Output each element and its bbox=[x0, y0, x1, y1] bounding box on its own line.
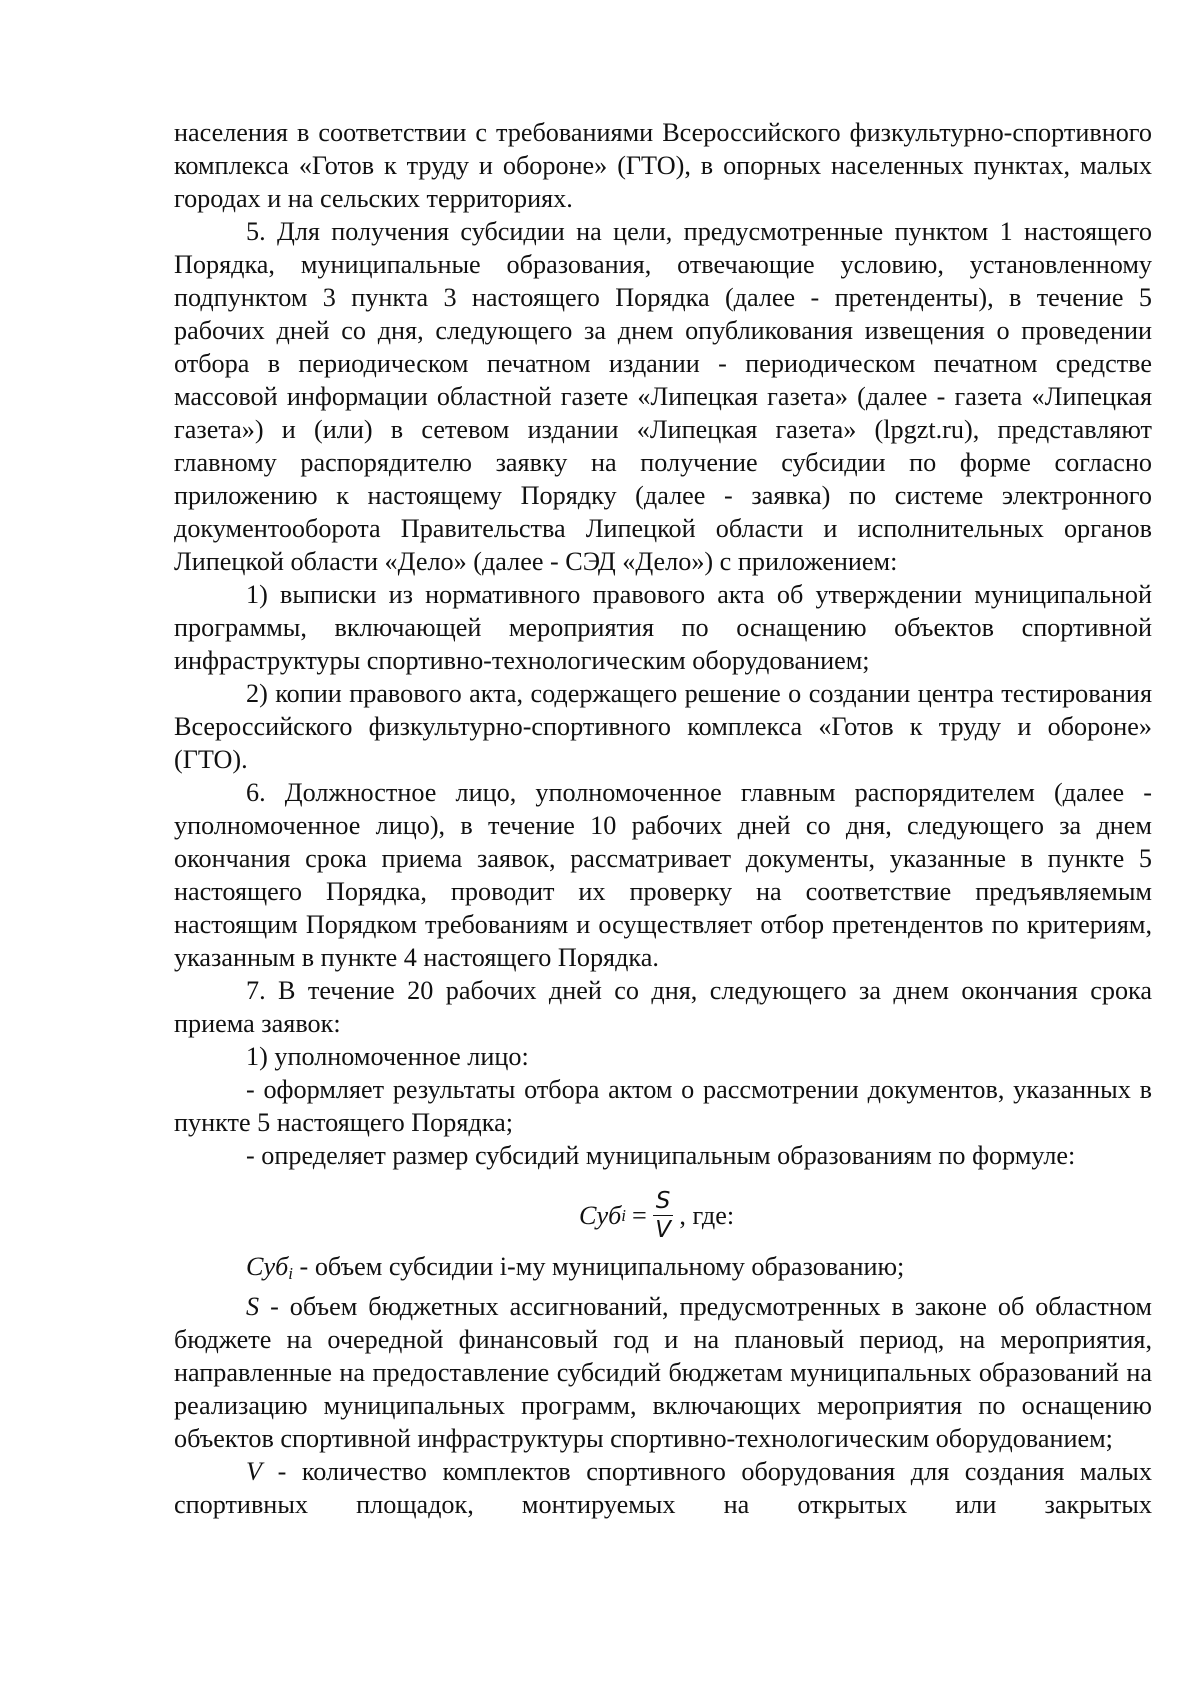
definition-v bbox=[174, 1455, 1152, 1521]
paragraph-bullet-act: - оформляет результаты отбора актом о рассмотрении документов, указанных в пункте 5 настоящего Порядка; bbox=[174, 1075, 1152, 1137]
formula-expression bbox=[579, 1180, 734, 1250]
definition-text: - количество комплектов спортивного оборудования для создания малых спортивных площадок, монтируемых на открытых или закрытых bbox=[174, 1457, 1152, 1519]
definition-symbol: S bbox=[246, 1292, 260, 1321]
paragraph-bullet-formula-intro: - определяет размер субсидий муниципальным образованиям по формуле: bbox=[246, 1141, 1076, 1170]
formula-equals: = bbox=[632, 1200, 647, 1230]
document-body bbox=[174, 116, 1152, 1521]
definition-symbol: Суб bbox=[246, 1252, 289, 1281]
paragraph-subitem-2: 2) копии правового акта, содержащего решение о создании центра тестирования Всероссийского физкультурно-спортивного комплекса «Готов к труду и обороне» (ГТО). bbox=[174, 679, 1152, 774]
subsidy-formula bbox=[174, 1180, 1152, 1250]
definition-subscript: i bbox=[288, 1264, 293, 1283]
definition-symbol: V bbox=[246, 1457, 262, 1486]
formula-lhs: Суб bbox=[579, 1200, 622, 1230]
paragraph-item-6: 6. Должностное лицо, уполномоченное главным распорядителем (далее - уполномоченное лицо), в течение 10 рабочих дней со дня, следующего за днем окончания срока приема заявок, рассматривает документы, указанные в пункте 5 настоящего Порядка, проводит их проверку на соответствие предъявляемым настоящим Порядком требованиям и осуществляет отбор претендентов по критериям, указанным в пункте 4 настоящего Порядка. bbox=[174, 778, 1152, 972]
formula-tail: , где: bbox=[679, 1200, 735, 1230]
formula-fraction bbox=[653, 1187, 674, 1244]
definition-text: - объем бюджетных ассигнований, предусмотренных в законе об областном бюджете на очередной финансовый год и на плановый период, на мероприятия, направленные на предоставление субсидий бюджетам муниципальных образований на реализацию муниципальных программ, включающих мероприятия по оснащению объектов спортивной инфраструктуры спортивно-технологическим оборудованием; bbox=[174, 1292, 1152, 1453]
formula-numerator: S bbox=[653, 1187, 674, 1216]
definition-sub-i bbox=[174, 1250, 1152, 1290]
formula-lhs-subscript: i bbox=[621, 1205, 626, 1225]
definition-s bbox=[174, 1290, 1152, 1455]
paragraph-continuation: населения в соответствии с требованиями Всероссийского физкультурно-спортивного комплекса «Готов к труду и обороне» (ГТО), в опорных населенных пунктах, малых городах и на сельских территориях. bbox=[174, 118, 1152, 213]
formula-denominator: V bbox=[655, 1216, 671, 1243]
paragraph-subitem-1: 1) выписки из нормативного правового акта об утверждении муниципальной программы, включающей мероприятия по оснащению объектов спортивной инфраструктуры спортивно-технологическим оборудованием; bbox=[174, 580, 1152, 675]
paragraph-item-7: 7. В течение 20 рабочих дней со дня, следующего за днем окончания срока приема заявок: bbox=[174, 976, 1152, 1038]
paragraph-subitem-authorized-person: 1) уполномоченное лицо: bbox=[246, 1042, 529, 1071]
definition-text: - объем субсидии i-му муниципальному образованию; bbox=[293, 1252, 905, 1281]
paragraph-item-5: 5. Для получения субсидии на цели, предусмотренные пунктом 1 настоящего Порядка, муниципальные образования, отвечающие условию, установленному подпунктом 3 пункта 3 настоящего Порядка (далее - претенденты), в течение 5 рабочих дней со дня, следующего за днем опубликования извещения о проведении отбора в периодическом печатном издании - периодическом печатном средстве массовой информации областной газете «Липецкая газета» (далее - газета «Липецкая газета») и (или) в сетевом издании «Липецкая газета» (lpgzt.ru), представляют главному распорядителю заявку на получение субсидии по форме согласно приложению к настоящему Порядку (далее - заявка) по системе электронного документооборота Правительства Липецкой области и исполнительных органов Липецкой области «Дело» (далее - СЭД «Дело») с приложением: bbox=[174, 217, 1152, 576]
